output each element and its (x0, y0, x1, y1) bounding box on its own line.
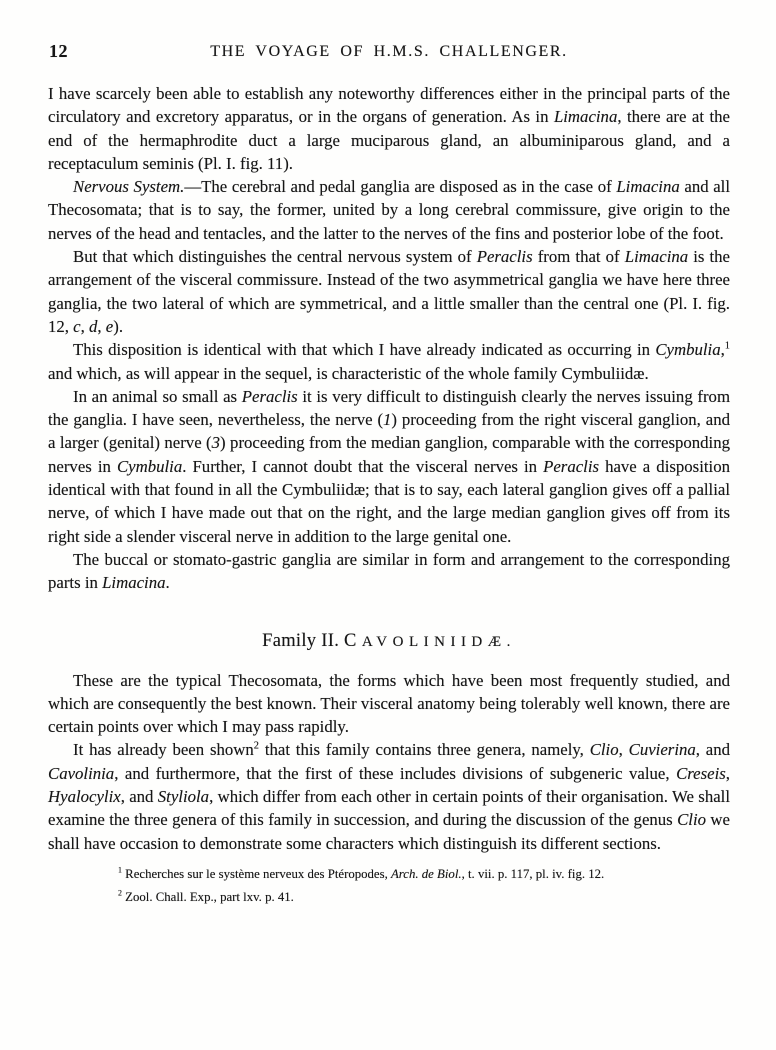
text-segment: These are the typical Thecosomata, the forms which have been most frequently studied, and which are consequently the best known. Their visceral anatomy being tolerably well known, there are certain points over which I may pass rapidly. (48, 670, 730, 737)
footnote-marker: 1 (118, 865, 122, 875)
text-segment: , and (120, 787, 158, 807)
text-segment: from that of (532, 247, 625, 267)
body-paragraph (48, 669, 730, 739)
text-segment: Recherches sur le système nerveux des Ptéropodes, (121, 866, 391, 881)
body-paragraph (48, 175, 730, 245)
italic-text-segment: d (89, 316, 98, 336)
italic-text-segment: e (105, 316, 114, 336)
text-segment: The buccal or stomato-gastric ganglia are similar in form and arrangement to the corresponding parts in (48, 549, 730, 593)
body-paragraph (48, 245, 730, 338)
text-segment: I have scarcely been able to establish any noteworthy differences either in the principal parts of the circulatory and excretory apparatus, or in the organs of generation. As in (48, 84, 730, 127)
text-segment: In an animal so small as (73, 386, 242, 406)
page-number: 12 (49, 41, 68, 61)
italic-text-segment: Limacina (616, 177, 680, 197)
body-paragraph (48, 82, 730, 175)
text-segment: , (97, 316, 106, 336)
italic-text-segment: 1 (383, 410, 392, 430)
text-segment: Family II. (262, 630, 345, 651)
text-segment: is the arrangement of the visceral commissure. Instead of the two asymmetrical ganglia we have here three ganglia, the two lateral of which are symmetrical, and a little smaller than the central one (Pl. I. fig. 12, (48, 247, 731, 336)
section-heading (48, 631, 730, 652)
italic-text-segment: Limacina (553, 107, 618, 127)
body-paragraph (48, 738, 730, 854)
italic-text-segment: 3 (211, 433, 221, 453)
italic-text-segment: Nervous System. (73, 177, 185, 197)
body-paragraph (48, 338, 730, 385)
text-block (48, 82, 730, 855)
text-segment: , t. vii. p. 117, pl. iv. fig. 12. (461, 866, 605, 881)
text-segment: , (720, 340, 725, 360)
italic-text-segment: Cymbulia (655, 340, 721, 360)
body-paragraph (48, 548, 730, 595)
text-segment: we shall have occasion to demonstrate some characters which distinguish its different sections. (48, 810, 730, 853)
text-segment: ) proceeding from the median ganglion, comparable with the corresponding nerves in (48, 433, 731, 476)
text-segment: ) proceeding from the right visceral ganglion, and a larger (genital) nerve ( (48, 410, 730, 453)
italic-text-segment: Clio (677, 810, 707, 830)
text-segment: and which, as will appear in the sequel, is characteristic of the whole family Cymbuliidæ. (48, 363, 649, 383)
text-segment: , (80, 316, 90, 336)
text-segment: and all Thecosomata; that is to say, the former, united by a long cerebral commissure, give origin to the nerves of the head and tentacles, and the latter to the nerves of the fins and posterior lobe of the foot. (48, 177, 731, 243)
running-head (48, 40, 730, 63)
spaced-caps-segment: CAVOLINIIDÆ. (344, 630, 516, 651)
body-paragraph (48, 385, 730, 548)
italic-text-segment: Limacina (624, 247, 689, 267)
text-segment: , and (695, 740, 731, 760)
text-segment: , (618, 740, 629, 760)
text-segment: . (165, 573, 170, 593)
footnote-marker: 2 (118, 888, 122, 898)
footnote-marker: 2 (253, 740, 259, 752)
italic-text-segment: Clio (589, 740, 619, 760)
italic-text-segment: Creseis (676, 763, 726, 783)
italic-text-segment: Peraclis (241, 386, 298, 406)
italic-text-segment: Styliola (157, 787, 210, 807)
text-segment: that this family contains three genera, namely, (259, 740, 590, 760)
running-title: THE VOYAGE OF H.M.S. CHALLENGER. (210, 43, 568, 60)
text-segment: have a disposition identical with that found in all the Cymbuliidæ; that is to say, each lateral ganglion gives off a pallial nerve, of which I have made out that on the right, and the large median ganglion gives off from its right side a slender visceral nerve in addition to the large genital one. (48, 456, 730, 546)
italic-text-segment: Cymbulia (116, 456, 183, 476)
italic-text-segment: Cavolinia (48, 763, 115, 783)
text-segment: it is very difficult to distinguish clearly the nerves issuing from the ganglia. I have seen, nevertheless, the nerve ( (48, 386, 730, 430)
text-segment: This disposition is identical with that which I have already indicated as occurring in (73, 340, 656, 360)
italic-text-segment: Cuvierina (628, 740, 696, 760)
text-segment: But that which distinguishes the central nervous system of (73, 247, 477, 267)
italic-text-segment: Peraclis (543, 456, 600, 476)
footnote (118, 886, 724, 909)
text-segment: —The cerebral and pedal ganglia are disposed as in the case of (184, 177, 617, 197)
text-segment: It has already been shown (73, 740, 254, 760)
italic-text-segment: Limacina (102, 573, 166, 593)
footnotes (48, 863, 730, 909)
text-segment: Zool. Chall. Exp., part lxv. p. 41. (121, 889, 294, 904)
text-segment: , (725, 763, 730, 783)
text-segment: ). (113, 316, 124, 336)
text-segment: , which differ from each other in certain points of their organisation. We shall examine the three genera of this family in succession, and during the discussion of the genus (48, 787, 730, 830)
italic-text-segment: Peraclis (476, 247, 533, 267)
italic-text-segment: Hyalocylix (48, 787, 121, 807)
footnote (118, 863, 724, 886)
text-segment: , there are at the end of the hermaphrodite duct a large muciparous gland, an albuminiparous gland, and a receptaculum seminis (Pl. I. fig. 11). (48, 107, 730, 173)
text-segment: . Further, I cannot doubt that the visceral nerves in (182, 456, 544, 476)
text-segment: , and furthermore, that the first of these includes divisions of subgeneric value, (114, 763, 677, 783)
italic-text-segment: Arch. de Biol. (390, 866, 462, 881)
footnote-marker: 1 (724, 340, 730, 352)
italic-text-segment: c (73, 316, 81, 336)
